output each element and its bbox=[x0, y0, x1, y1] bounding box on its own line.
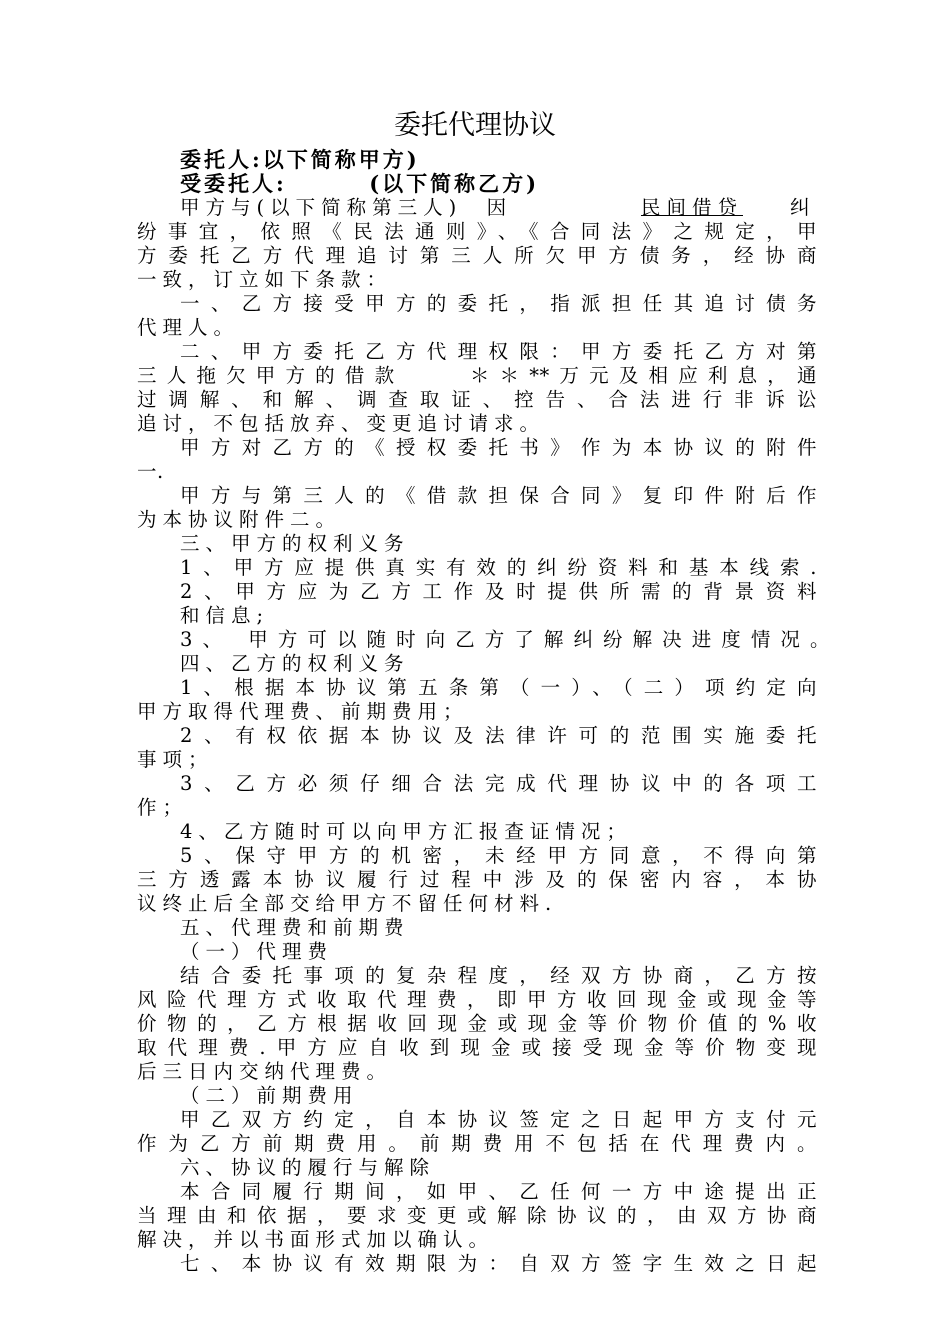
text-line: 作为乙方前期费用。前期费用不包括在代理费内。 bbox=[137, 1132, 817, 1155]
text-line: 纠 bbox=[790, 196, 816, 219]
text-line: 解决，并以书面形式加以确认。 bbox=[137, 1228, 495, 1251]
text-line: 事项； bbox=[137, 748, 214, 771]
clause-3-heading: 三、甲方的权利义务 bbox=[180, 532, 410, 555]
text-line: 取代理费.甲方应自收到现金或接受现金等价物变现 bbox=[137, 1036, 817, 1059]
clause-1: 一、乙方接受甲方的委托，指派担任其追讨债务 bbox=[180, 292, 817, 315]
clause-5-heading: 五、代理费和前期费 bbox=[180, 916, 410, 939]
list-item: 3、 甲方可以随时向乙方了解纠纷解决进度情况。 bbox=[180, 628, 830, 651]
text-line: 方委托乙方代理追讨第三人所欠甲方债务，经协商 bbox=[137, 244, 817, 267]
text-line: 结合委托事项的复杂程度，经双方协商，乙方按 bbox=[180, 964, 817, 987]
text-line: 后三日内交纳代理费。 bbox=[137, 1060, 393, 1083]
text-line: 一致，订立如下条款： bbox=[137, 268, 393, 291]
text-line: 三方透露本协议履行过程中涉及的保密内容，本协 bbox=[137, 868, 817, 891]
subheading: （二）前期费用 bbox=[180, 1084, 359, 1107]
text-line: 议终止后全部交给甲方不留任何材料. bbox=[137, 892, 558, 915]
clause-6-heading: 六、协议的履行与解除 bbox=[180, 1156, 436, 1179]
text-line: 一. bbox=[137, 460, 164, 483]
document-title: 委托代理协议 bbox=[394, 110, 556, 141]
clause-7: 七、本协议有效期限为：自双方签字生效之日起 bbox=[180, 1252, 817, 1275]
text-line: 甲方对乙方的《授权委托书》作为本协议的附件 bbox=[180, 436, 817, 459]
text-line: 甲乙双方约定，自本协议签定之日起甲方支付元 bbox=[180, 1108, 817, 1131]
text-line: 代理人。 bbox=[137, 316, 240, 339]
text-line: 为本协议附件二。 bbox=[137, 508, 342, 531]
text-line: 甲方取得代理费、前期费用； bbox=[137, 700, 469, 723]
agent-line: 受委托人: (以下简称乙方) bbox=[180, 171, 540, 196]
text-line: 本合同履行期间，如甲、乙任何一方中途提出正 bbox=[180, 1180, 817, 1203]
list-item: 2、甲方应为乙方工作及时提供所需的背景资料 bbox=[180, 580, 817, 603]
list-item: 3、乙方必须仔细合法完成代理协议中的各项工 bbox=[180, 772, 817, 795]
dispute-type-field: 民间借贷 bbox=[640, 196, 743, 219]
list-item: 1、甲方应提供真实有效的纠纷资料和基本线索. bbox=[180, 556, 817, 579]
list-item: 5、保守甲方的机密，未经甲方同意，不得向第 bbox=[180, 844, 817, 867]
text-line: 风险代理方式收取代理费，即甲方收回现金或现金等 bbox=[137, 988, 817, 1011]
subheading: （一）代理费 bbox=[180, 940, 334, 963]
clause-2: 二、甲方委托乙方代理权限：甲方委托乙方对第 bbox=[180, 340, 817, 363]
text-line: 作； bbox=[137, 796, 189, 819]
text-line: 价物的，乙方根据收回现金或现金等价物价值的%收 bbox=[137, 1012, 817, 1035]
list-item: 4、乙方随时可以向甲方汇报查证情况； bbox=[180, 820, 632, 843]
text-line: 三人拖欠甲方的借款 ＊＊**万元及相应利息，通 bbox=[137, 364, 817, 387]
text-line: 甲方与(以下简称第三人) 因 bbox=[180, 196, 513, 219]
text-line: 当理由和依据，要求变更或解除协议的，由双方协商 bbox=[137, 1204, 817, 1227]
text-line: 和信息; bbox=[180, 604, 270, 627]
text-line: 过调解、和解、调查取证、控告、合法进行非诉讼 bbox=[137, 388, 817, 411]
text-line: 纷事宜，依照《民法通则》、《合同法》之规定，甲 bbox=[137, 220, 817, 243]
clause-4-heading: 四、乙方的权利义务 bbox=[180, 652, 410, 675]
text-line: 甲方与第三人的《借款担保合同》复印件附后作 bbox=[180, 484, 817, 507]
list-item: 1、根据本协议第五条第（一）、（二）项约定向 bbox=[180, 676, 817, 699]
list-item: 2、有权依据本协议及法律许可的范围实施委托 bbox=[180, 724, 817, 747]
principal-line: 委托人:以下简称甲方) bbox=[180, 147, 420, 172]
text-line: 追讨，不包括放弃、变更追讨请求。 bbox=[137, 412, 546, 435]
